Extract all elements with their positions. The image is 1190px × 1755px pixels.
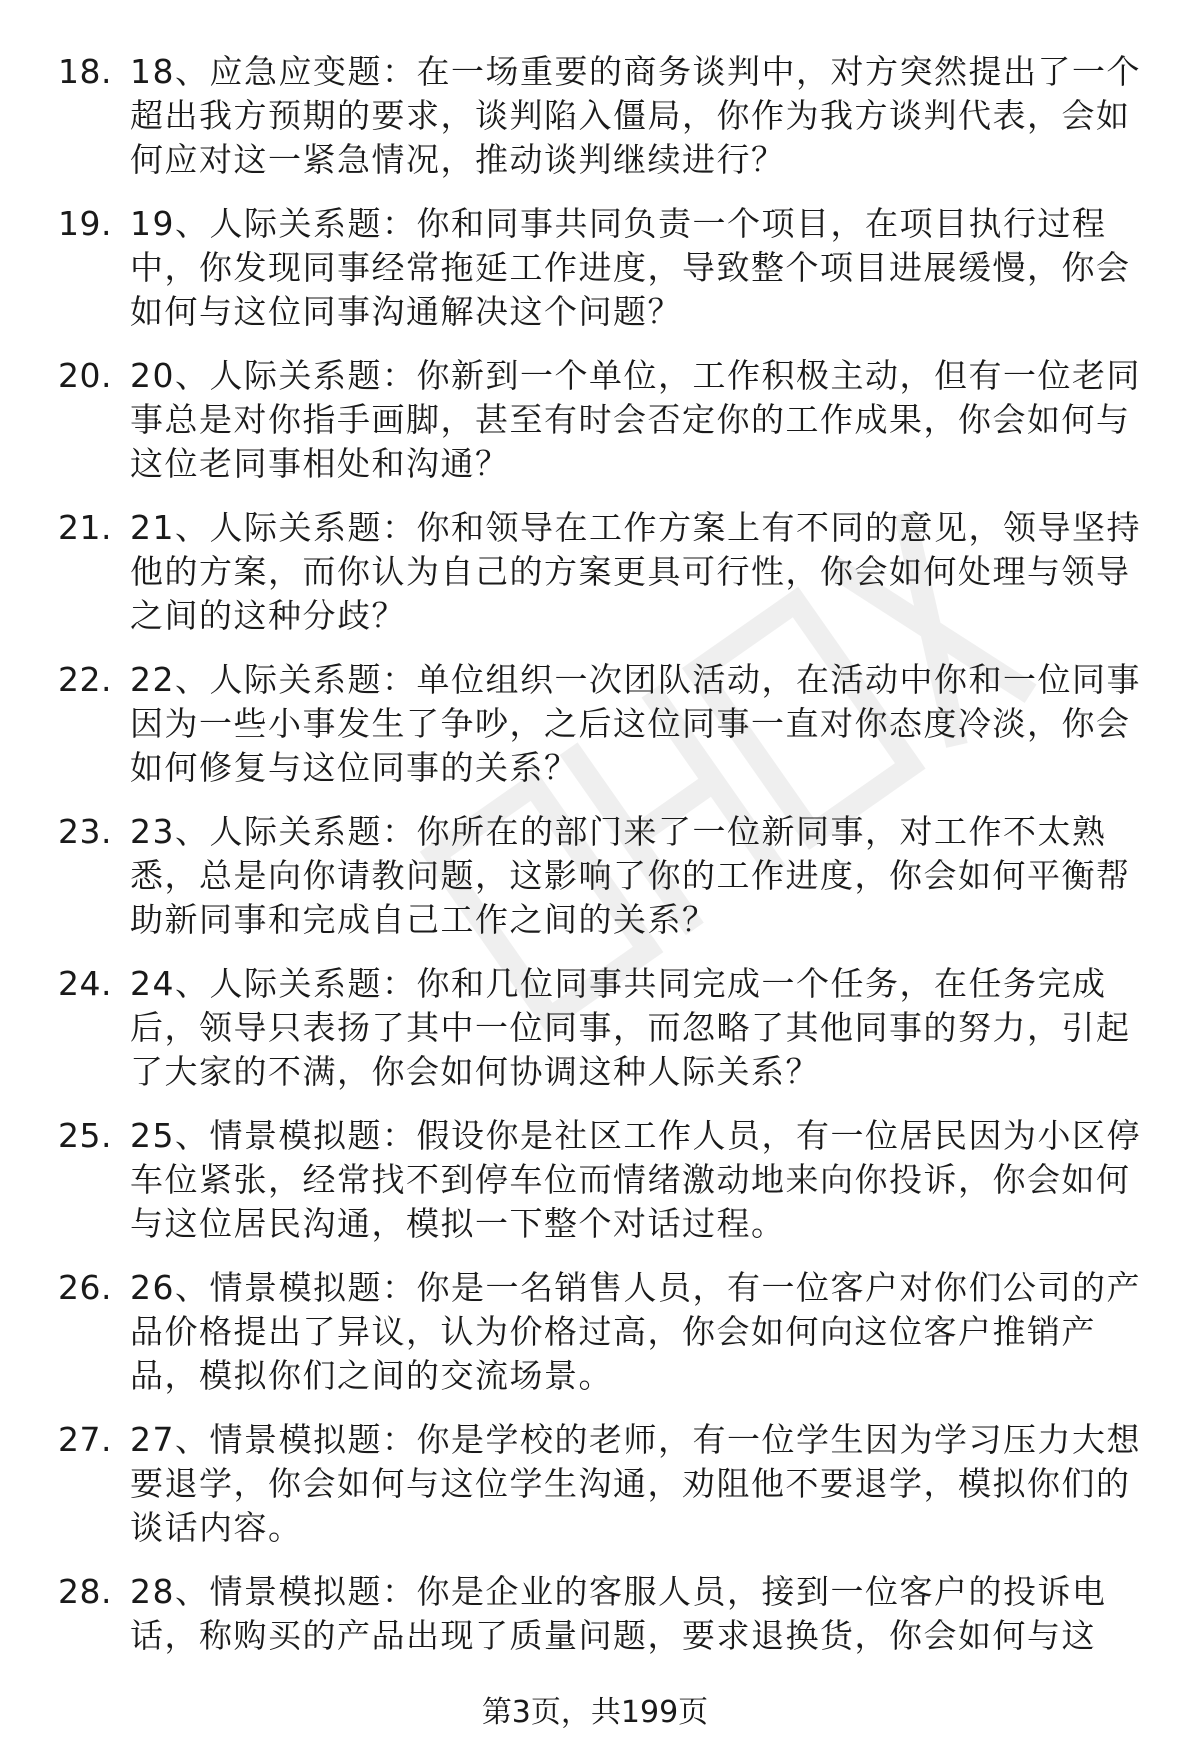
question-text: 24、人际关系题：你和几位同事共同完成一个任务，在任务完成后，领导只表扬了其中一位同事，而忽略了其他同事的努力，引起了大家的不满，你会如何协调这种人际关系？ [130,964,1131,1091]
question-text: 27、情景模拟题：你是学校的老师，有一位学生因为学习压力大想要退学，你会如何与这位学生沟通，劝阻他不要退学，模拟你们的谈话内容。 [130,1420,1141,1547]
question-item [0,354,1190,506]
question-number: 23. [58,812,112,851]
question-number: 24. [58,964,112,1003]
question-item [0,810,1190,962]
question-text: 23、人际关系题：你所在的部门来了一位新同事，对工作不太熟悉，总是向你请教问题，这影响了你的工作进度，你会如何平衡帮助新同事和完成自己工作之间的关系？ [130,812,1131,939]
question-item [0,962,1190,1114]
question-number: 25. [58,1116,112,1155]
question-number: 26. [58,1268,112,1307]
question-item [0,506,1190,658]
question-number: 18. [58,52,112,91]
question-text: 18、应急应变题：在一场重要的商务谈判中，对方突然提出了一个超出我方预期的要求，谈判陷入僵局，你作为我方谈判代表，会如何应对这一紧急情况，推动谈判继续进行？ [130,52,1141,179]
question-item [0,1266,1190,1418]
page-number-footer: 第3页，共199页 [481,1695,709,1730]
question-text: 26、情景模拟题：你是一名销售人员，有一位客户对你们公司的产品价格提出了异议，认为价格过高，你会如何向这位客户推销产品，模拟你们之间的交流场景。 [130,1268,1141,1395]
question-number: 27. [58,1420,112,1459]
question-number: 28. [58,1572,112,1611]
question-item [0,1114,1190,1266]
question-number: 20. [58,356,112,395]
question-text: 22、人际关系题：单位组织一次团队活动，在活动中你和一位同事因为一些小事发生了争吵，之后这位同事一直对你态度冷淡，你会如何修复与这位同事的关系？ [130,660,1141,787]
question-number: 19. [58,204,112,243]
question-text: 20、人际关系题：你新到一个单位，工作积极主动，但有一位老同事总是对你指手画脚，甚至有时会否定你的工作成果，你会如何与这位老同事相处和沟通？ [130,356,1141,483]
question-item [0,202,1190,354]
question-text: 28、情景模拟题：你是企业的客服人员，接到一位客户的投诉电话，称购买的产品出现了质量问题，要求退换货，你会如何与这 [130,1572,1107,1655]
question-list [0,50,1190,1722]
question-text: 21、人际关系题：你和领导在工作方案上有不同的意见，领导坚持他的方案，而你认为自己的方案更具可行性，你会如何处理与领导之间的这种分歧？ [130,508,1141,635]
question-number: 22. [58,660,112,699]
question-text: 25、情景模拟题：假设你是社区工作人员，有一位居民因为小区停车位紧张，经常找不到停车位而情绪激动地来向你投诉，你会如何与这位居民沟通，模拟一下整个对话过程。 [130,1116,1141,1243]
question-number: 21. [58,508,112,547]
question-item [0,1418,1190,1570]
question-item [0,50,1190,202]
question-text: 19、人际关系题：你和同事共同负责一个项目，在项目执行过程中，你发现同事经常拖延工作进度，导致整个项目进展缓慢，你会如何与这位同事沟通解决这个问题？ [130,204,1131,331]
question-item [0,658,1190,810]
